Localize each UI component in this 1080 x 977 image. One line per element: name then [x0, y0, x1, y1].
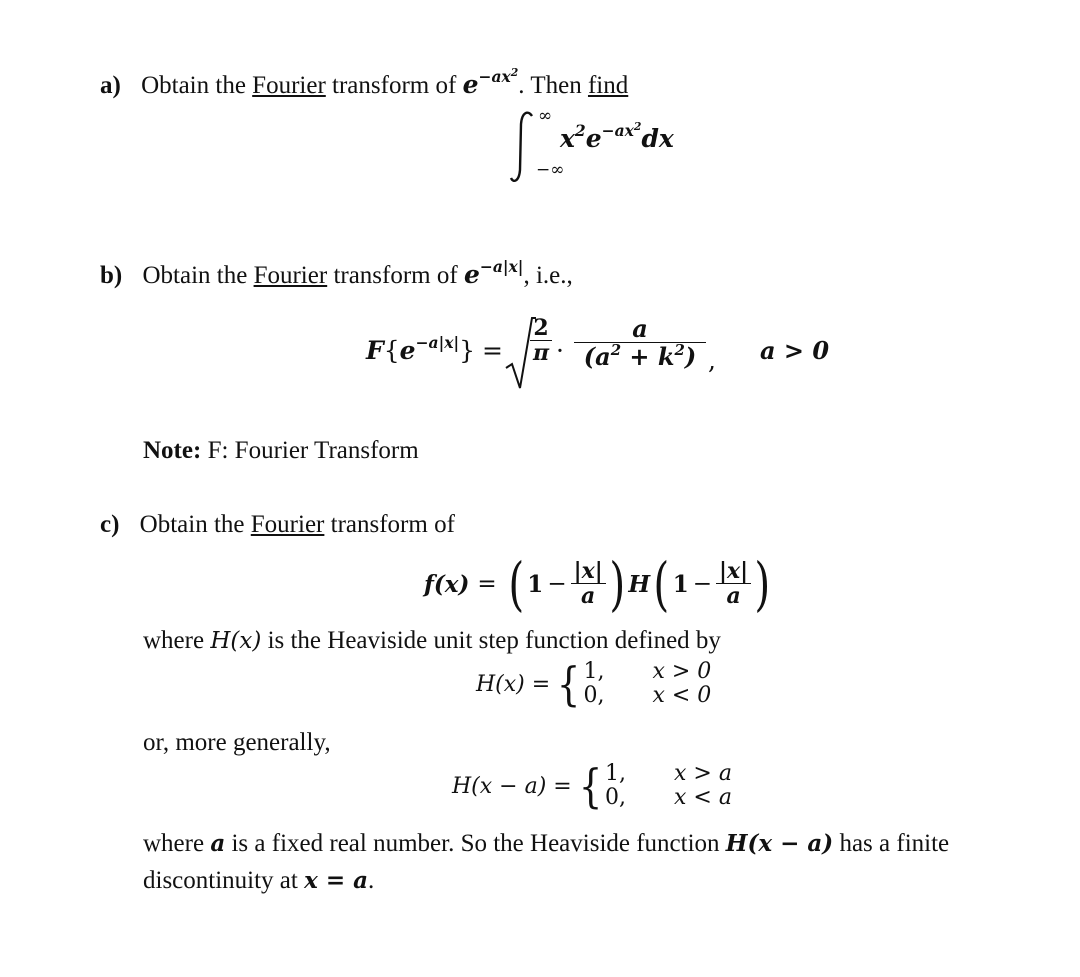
- Hxa-lhs: H(x − a) =: [452, 773, 572, 799]
- multiply-dot: ·: [556, 336, 564, 365]
- part-b-label: b): [100, 262, 123, 289]
- exp-power-b: −a|x|: [479, 257, 524, 277]
- one-2: 1: [672, 570, 689, 598]
- part-c-text-1: Obtain the: [139, 511, 251, 538]
- part-b-statement: [100, 257, 573, 291]
- heaviside-cases: [476, 657, 712, 711]
- Hx-lhs: H(x) =: [476, 671, 551, 697]
- integral-lower-limit: −∞: [536, 160, 565, 180]
- one-1: 1: [527, 570, 544, 598]
- heaviside-shift-cases: [452, 759, 732, 813]
- close-paren-2: ): [754, 550, 771, 618]
- integral-expression: [508, 108, 708, 186]
- open-paren-1: (: [508, 550, 524, 618]
- part-a-statement: [100, 65, 629, 101]
- fourier-link-a: Fourier: [252, 72, 326, 99]
- note-text: F: Fourier Transform: [201, 437, 419, 464]
- part-a-text-2: transform of: [325, 72, 463, 99]
- equation-comma: ,: [708, 346, 716, 375]
- part-c-label: c): [100, 511, 120, 538]
- close-paren-1: ): [609, 550, 625, 618]
- part-c-statement: [100, 510, 455, 540]
- part-c-text-2: transform of: [324, 511, 455, 538]
- part-a-text-3: . Then: [518, 72, 588, 99]
- part-b-text-3: , i.e.,: [523, 262, 573, 289]
- left-brace-1: {: [557, 657, 581, 711]
- fx-lhs: f(x): [424, 570, 470, 598]
- integrand: $x^2e^{-ax^2}dx$: [560, 119, 674, 153]
- part-b-text-1: Obtain the: [142, 262, 254, 289]
- exp-e: e: [462, 70, 479, 99]
- fx-equation: [424, 546, 824, 622]
- Hx-inline: H(x): [210, 628, 262, 654]
- heaviside-definition-text: where H(x) is the Heaviside unit step function defined by: [143, 627, 721, 654]
- exp-power: −ax2: [478, 65, 519, 87]
- part-a-text-1: Obtain the: [141, 72, 253, 99]
- closing-sentence-2: discontinuity at x = a.: [143, 867, 375, 894]
- equals-sign: =: [482, 336, 503, 365]
- note-line: [143, 436, 419, 466]
- exp-e-b: e: [463, 260, 480, 289]
- fx-equals: =: [477, 571, 497, 597]
- minus-1: −: [547, 571, 567, 597]
- cases-grid-1: 1, x > 0 0, x < 0: [583, 659, 712, 708]
- fourier-link-b: Fourier: [253, 262, 328, 289]
- find-link: find: [587, 72, 629, 99]
- fourier-equation-b: [366, 316, 846, 392]
- heaviside-H: H: [628, 570, 651, 598]
- integral-sign: [508, 110, 538, 184]
- main-fraction: $\frac{a}{(a^2 + k^2)}$: [574, 316, 706, 371]
- fourier-link-c: Fourier: [250, 511, 325, 538]
- note-label: Note:: [143, 437, 202, 464]
- minus-2: −: [692, 571, 713, 597]
- sqrt-fraction: $\frac{2}{\pi}$: [530, 316, 552, 366]
- or-more-generally: or, more generally,: [143, 729, 331, 756]
- equation-lhs: $F\{e^{-a|x|}\}$: [366, 333, 476, 365]
- part-a-label: a): [100, 72, 121, 99]
- part-b-text-2: transform of: [327, 262, 464, 289]
- absx-over-a-1: $\frac{|x|}{a}$: [571, 559, 606, 609]
- condition-a-positive: a > 0: [760, 336, 830, 365]
- open-paren-2: (: [653, 550, 670, 618]
- cases-grid-2: 1, x > a 0, x < a: [605, 761, 732, 810]
- integral-upper-limit: ∞: [538, 106, 553, 126]
- closing-sentence-1: where a is a fixed real number. So the Heaviside function H(x − a) has a finite: [143, 830, 950, 857]
- left-brace-2: {: [578, 759, 603, 813]
- absx-over-a-2: $\frac{|x|}{a}$: [716, 559, 751, 609]
